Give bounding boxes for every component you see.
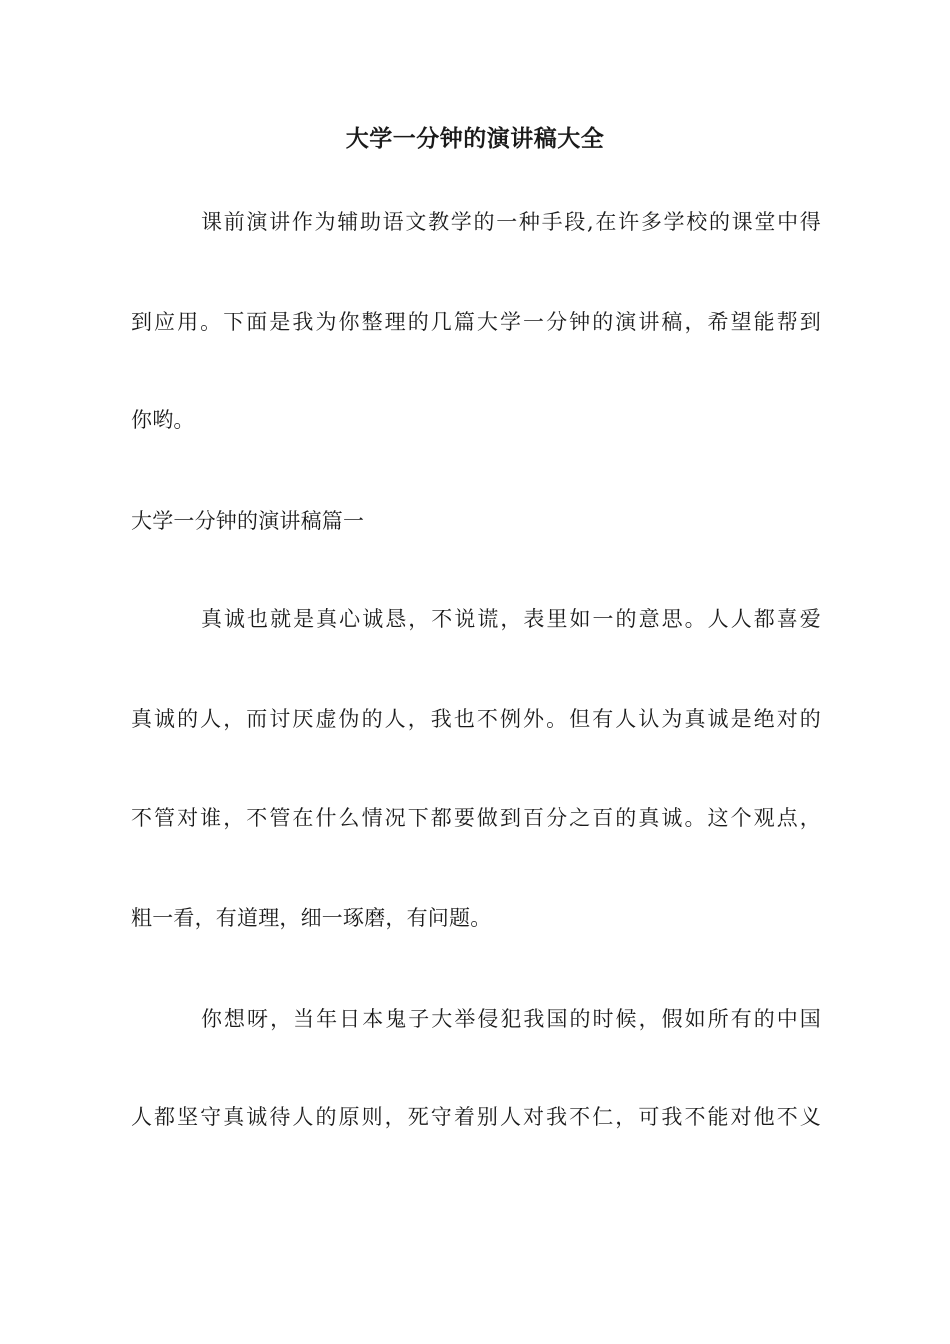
- paragraph-3-line-2: 人都坚守真诚待人的原则，死守着别人对我不仁，可我不能对他不义: [131, 1105, 821, 1129]
- paragraph-2-line-3: 不管对谁，不管在什么情况下都要做到百分之百的真诚。这个观点，: [131, 806, 821, 830]
- paragraph-2-line-2: 真诚的人，而讨厌虚伪的人，我也不例外。但有人认为真诚是绝对的: [131, 707, 821, 731]
- paragraph-2-line-1: 真诚也就是真心诚恳，不说谎，表里如一的意思。人人都喜爱: [201, 607, 821, 631]
- document-title: 大学一分钟的演讲稿大全: [345, 126, 605, 152]
- paragraph-1-line-2: 到应用。下面是我为你整理的几篇大学一分钟的演讲稿，希望能帮到: [131, 310, 821, 334]
- paragraph-2-line-4: 粗一看，有道理，细一琢磨，有问题。: [131, 906, 492, 930]
- paragraph-1-line-1: 课前演讲作为辅助语文教学的一种手段,在许多学校的课堂中得: [201, 210, 821, 234]
- paragraph-3-line-1: 你想呀，当年日本鬼子大举侵犯我国的时候，假如所有的中国: [201, 1007, 821, 1031]
- paragraph-1-line-3: 你哟。: [131, 408, 195, 432]
- section-heading-1: 大学一分钟的演讲稿篇一: [131, 509, 365, 533]
